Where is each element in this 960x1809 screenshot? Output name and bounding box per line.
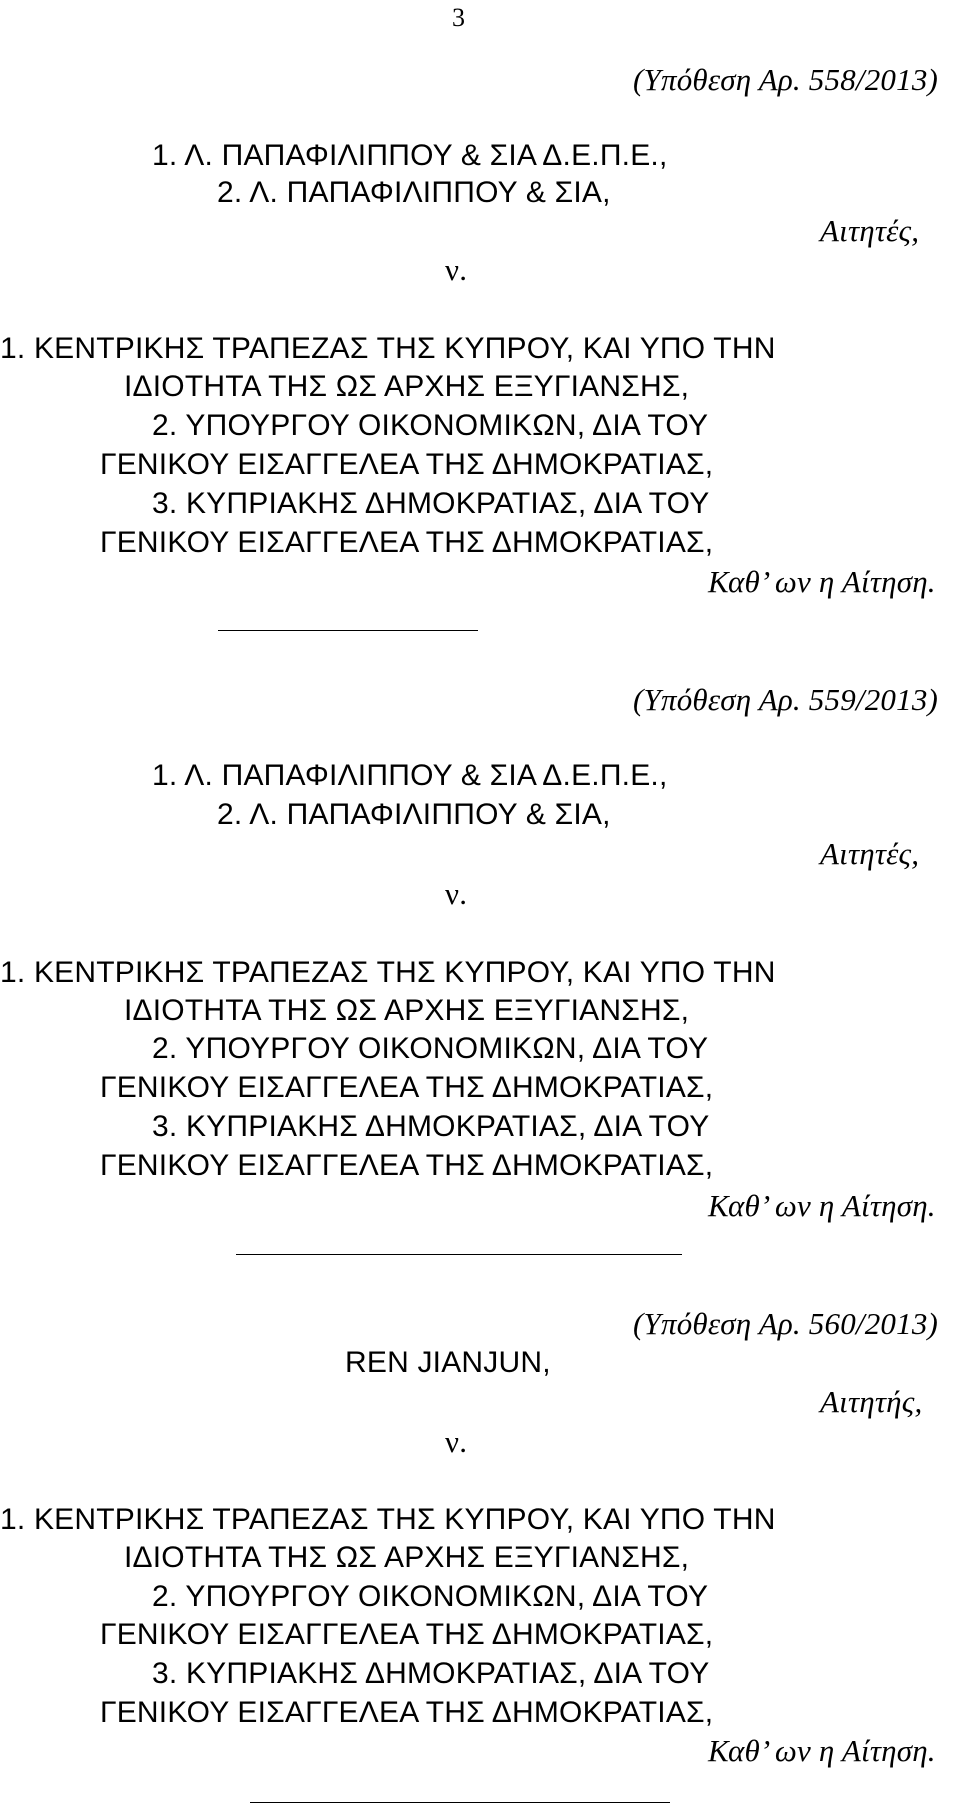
case-separator	[250, 1802, 670, 1803]
respondent-line: 2. ΥΠΟΥΡΓΟΥ ΟΙΚΟΝΟΜΙΚΩΝ, ΔΙΑ ΤΟΥ	[152, 1580, 709, 1613]
case-separator	[218, 630, 478, 631]
respondent-line: ΓΕΝΙΚΟΥ ΕΙΣΑΓΓΕΛΕΑ ΤΗΣ ΔΗΜΟΚΡΑΤΙΑΣ,	[100, 448, 714, 481]
applicant-role: Αιτητές,	[820, 213, 920, 248]
applicant-line: 1. Λ. ΠΑΠΑΦΙΛΙΠΠΟΥ & ΣΙΑ Δ.Ε.Π.Ε.,	[152, 139, 668, 172]
applicant-line: REN JIANJUN,	[345, 1346, 551, 1379]
respondent-line: ΓΕΝΙΚΟΥ ΕΙΣΑΓΓΕΛΕΑ ΤΗΣ ΔΗΜΟΚΡΑΤΙΑΣ,	[100, 526, 714, 559]
applicant-line: 2. Λ. ΠΑΠΑΦΙΛΙΠΠΟΥ & ΣΙΑ,	[217, 798, 611, 831]
page-number: 3	[452, 3, 466, 32]
respondent-line: 2. ΥΠΟΥΡΓΟΥ ΟΙΚΟΝΟΜΙΚΩΝ, ΔΙΑ ΤΟΥ	[152, 1032, 709, 1065]
respondent-line: ΙΔΙΟΤΗΤΑ ΤΗΣ ΩΣ ΑΡΧΗΣ ΕΞΥΓΙΑΝΣΗΣ,	[124, 370, 690, 403]
respondent-role: Καθ’ ων η Αίτηση.	[708, 564, 936, 599]
case-ref: (Υπόθεση Αρ. 559/2013)	[633, 682, 939, 717]
respondent-line: ΓΕΝΙΚΟΥ ΕΙΣΑΓΓΕΛΕΑ ΤΗΣ ΔΗΜΟΚΡΑΤΙΑΣ,	[100, 1071, 714, 1104]
case-ref: (Υπόθεση Αρ. 558/2013)	[633, 62, 939, 97]
applicant-line: 2. Λ. ΠΑΠΑΦΙΛΙΠΠΟΥ & ΣΙΑ,	[217, 176, 611, 209]
respondent-line: ΙΔΙΟΤΗΤΑ ΤΗΣ ΩΣ ΑΡΧΗΣ ΕΞΥΓΙΑΝΣΗΣ,	[124, 994, 690, 1027]
respondent-line: ΓΕΝΙΚΟΥ ΕΙΣΑΓΓΕΛΕΑ ΤΗΣ ΔΗΜΟΚΡΑΤΙΑΣ,	[100, 1618, 714, 1651]
case-separator	[236, 1254, 682, 1255]
applicant-line: 1. Λ. ΠΑΠΑΦΙΛΙΠΠΟΥ & ΣΙΑ Δ.Ε.Π.Ε.,	[152, 759, 668, 792]
versus-label: ν.	[445, 252, 468, 287]
respondent-line: 3. ΚΥΠΡΙΑΚΗΣ ΔΗΜΟΚΡΑΤΙΑΣ, ΔΙΑ ΤΟΥ	[152, 487, 710, 520]
applicant-role: Αιτητής,	[820, 1384, 923, 1419]
respondent-role: Καθ’ ων η Αίτηση.	[708, 1188, 936, 1223]
respondent-line: 1. ΚΕΝΤΡΙΚΗΣ ΤΡΑΠΕΖΑΣ ΤΗΣ ΚΥΠΡΟΥ, ΚΑΙ ΥΠΟ ΤΗΝ	[0, 332, 776, 365]
respondent-line: 2. ΥΠΟΥΡΓΟΥ ΟΙΚΟΝΟΜΙΚΩΝ, ΔΙΑ ΤΟΥ	[152, 409, 709, 442]
respondent-line: ΓΕΝΙΚΟΥ ΕΙΣΑΓΓΕΛΕΑ ΤΗΣ ΔΗΜΟΚΡΑΤΙΑΣ,	[100, 1696, 714, 1729]
respondent-line: ΓΕΝΙΚΟΥ ΕΙΣΑΓΓΕΛΕΑ ΤΗΣ ΔΗΜΟΚΡΑΤΙΑΣ,	[100, 1149, 714, 1182]
respondent-line: 1. ΚΕΝΤΡΙΚΗΣ ΤΡΑΠΕΖΑΣ ΤΗΣ ΚΥΠΡΟΥ, ΚΑΙ ΥΠΟ ΤΗΝ	[0, 956, 776, 989]
respondent-line: ΙΔΙΟΤΗΤΑ ΤΗΣ ΩΣ ΑΡΧΗΣ ΕΞΥΓΙΑΝΣΗΣ,	[124, 1541, 690, 1574]
case-ref: (Υπόθεση Αρ. 560/2013)	[633, 1306, 939, 1341]
applicant-role: Αιτητές,	[820, 836, 920, 871]
respondent-line: 3. ΚΥΠΡΙΑΚΗΣ ΔΗΜΟΚΡΑΤΙΑΣ, ΔΙΑ ΤΟΥ	[152, 1657, 710, 1690]
respondent-role: Καθ’ ων η Αίτηση.	[708, 1733, 936, 1768]
respondent-line: 1. ΚΕΝΤΡΙΚΗΣ ΤΡΑΠΕΖΑΣ ΤΗΣ ΚΥΠΡΟΥ, ΚΑΙ ΥΠΟ ΤΗΝ	[0, 1503, 776, 1536]
versus-label: ν.	[445, 876, 468, 911]
respondent-line: 3. ΚΥΠΡΙΑΚΗΣ ΔΗΜΟΚΡΑΤΙΑΣ, ΔΙΑ ΤΟΥ	[152, 1110, 710, 1143]
versus-label: ν.	[445, 1424, 468, 1459]
